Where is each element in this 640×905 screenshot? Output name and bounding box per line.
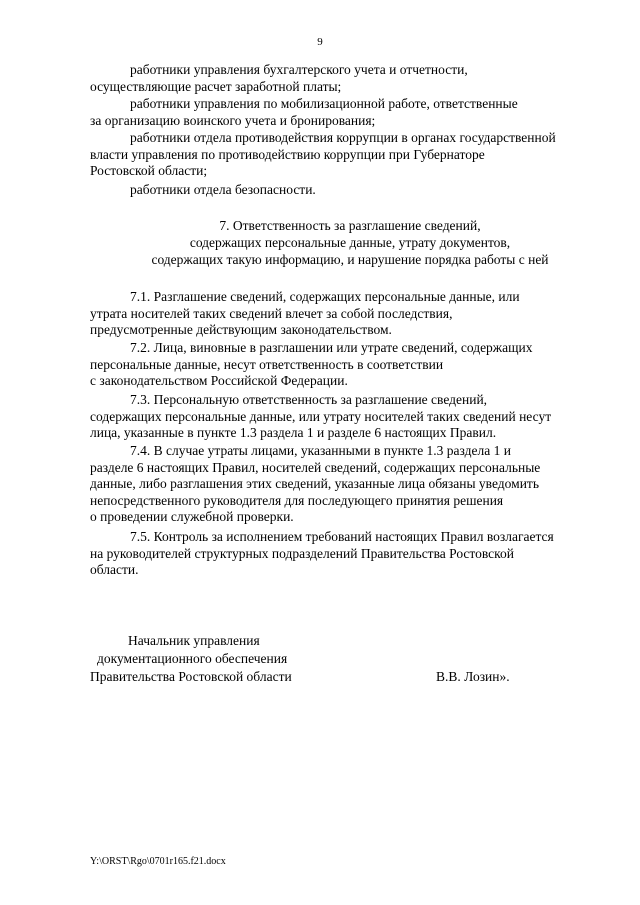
list-item — [90, 182, 610, 199]
paragraph-line: о проведении служебной проверки. — [90, 509, 294, 524]
paragraph-line: с законодательством Российской Федерации. — [90, 373, 348, 388]
signature-position-line: документационного обеспечения — [97, 651, 288, 666]
heading-line: 7. Ответственность за разглашение сведений, — [219, 218, 481, 233]
list-line: работники отдела противодействия коррупции в органах государственной — [130, 130, 556, 145]
paragraph-7-5 — [90, 529, 610, 579]
paragraph-line: лица, указанные в пункте 1.3 раздела 1 и разделе 6 настоящих Правил. — [90, 425, 497, 440]
paragraph-line: непосредственного руководителя для последующего принятия решения — [90, 492, 504, 508]
list-item — [90, 130, 610, 180]
paragraph-line: предусмотренные действующим законодательством. — [90, 322, 392, 337]
paragraph-line: 7.4. В случае утраты лицами, указанными в пункте 1.3 раздела 1 и — [130, 443, 511, 458]
paragraph-line: 7.5. Контроль за исполнением требований настоящих Правил возлагается — [130, 529, 554, 544]
list-line: власти управления по противодействию коррупции при Губернаторе — [90, 146, 485, 162]
list-line: за организацию воинского учета и бронирования; — [90, 112, 376, 128]
paragraph-line: на руководителей структурных подразделений Правительства Ростовской — [90, 545, 515, 561]
paragraph-line: данные, либо разглашения этих сведений, указанные лица обязаны уведомить — [90, 476, 539, 491]
file-path-footer: Y:\ORST\Rgo\0701r165.f21.docx — [90, 856, 226, 867]
list-line: работники отдела безопасности. — [130, 182, 316, 197]
paragraph-7-2 — [90, 340, 610, 390]
signature-position-line: Начальник управления — [128, 633, 260, 648]
paragraph-line: 7.2. Лица, виновные в разглашении или утрате сведений, содержащих — [130, 340, 533, 355]
paragraph-7-1 — [90, 289, 610, 339]
heading-line: содержащих такую информацию, и нарушение порядка работы с ней — [151, 252, 549, 267]
paragraph-line: области. — [90, 562, 139, 577]
paragraph-line: содержащих персональные данные, или утрату носителей таких сведений несут — [90, 408, 552, 424]
signature-name: В.В. Лозин». — [436, 669, 510, 684]
paragraph-7-3 — [90, 392, 610, 442]
section-heading — [90, 217, 610, 268]
list-item — [90, 96, 610, 129]
paragraph-7-4 — [90, 443, 610, 526]
paragraph-line: утрата носителей таких сведений влечет за собой последствия, — [90, 305, 453, 321]
list-line: Ростовской области; — [90, 163, 208, 178]
list-line: работники управления по мобилизационной работе, ответственные — [130, 96, 518, 111]
list-item — [90, 62, 610, 95]
list-line: работники управления бухгалтерского учета и отчетности, — [130, 62, 468, 77]
paragraph-line: 7.3. Персональную ответственность за разглашение сведений, — [130, 392, 488, 407]
signature-position-line: Правительства Ростовской области — [90, 669, 292, 684]
paragraph-line: персональные данные, несут ответственность в соответствии — [90, 356, 444, 372]
paragraph-line: 7.1. Разглашение сведений, содержащих персональные данные, или — [130, 289, 520, 304]
page-number: 9 — [317, 36, 323, 48]
list-line: осуществляющие расчет заработной платы; — [90, 78, 342, 94]
heading-line: содержащих персональные данные, утрату документов, — [189, 235, 511, 250]
paragraph-line: разделе 6 настоящих Правил, носителей сведений, содержащих персональные — [90, 459, 541, 475]
